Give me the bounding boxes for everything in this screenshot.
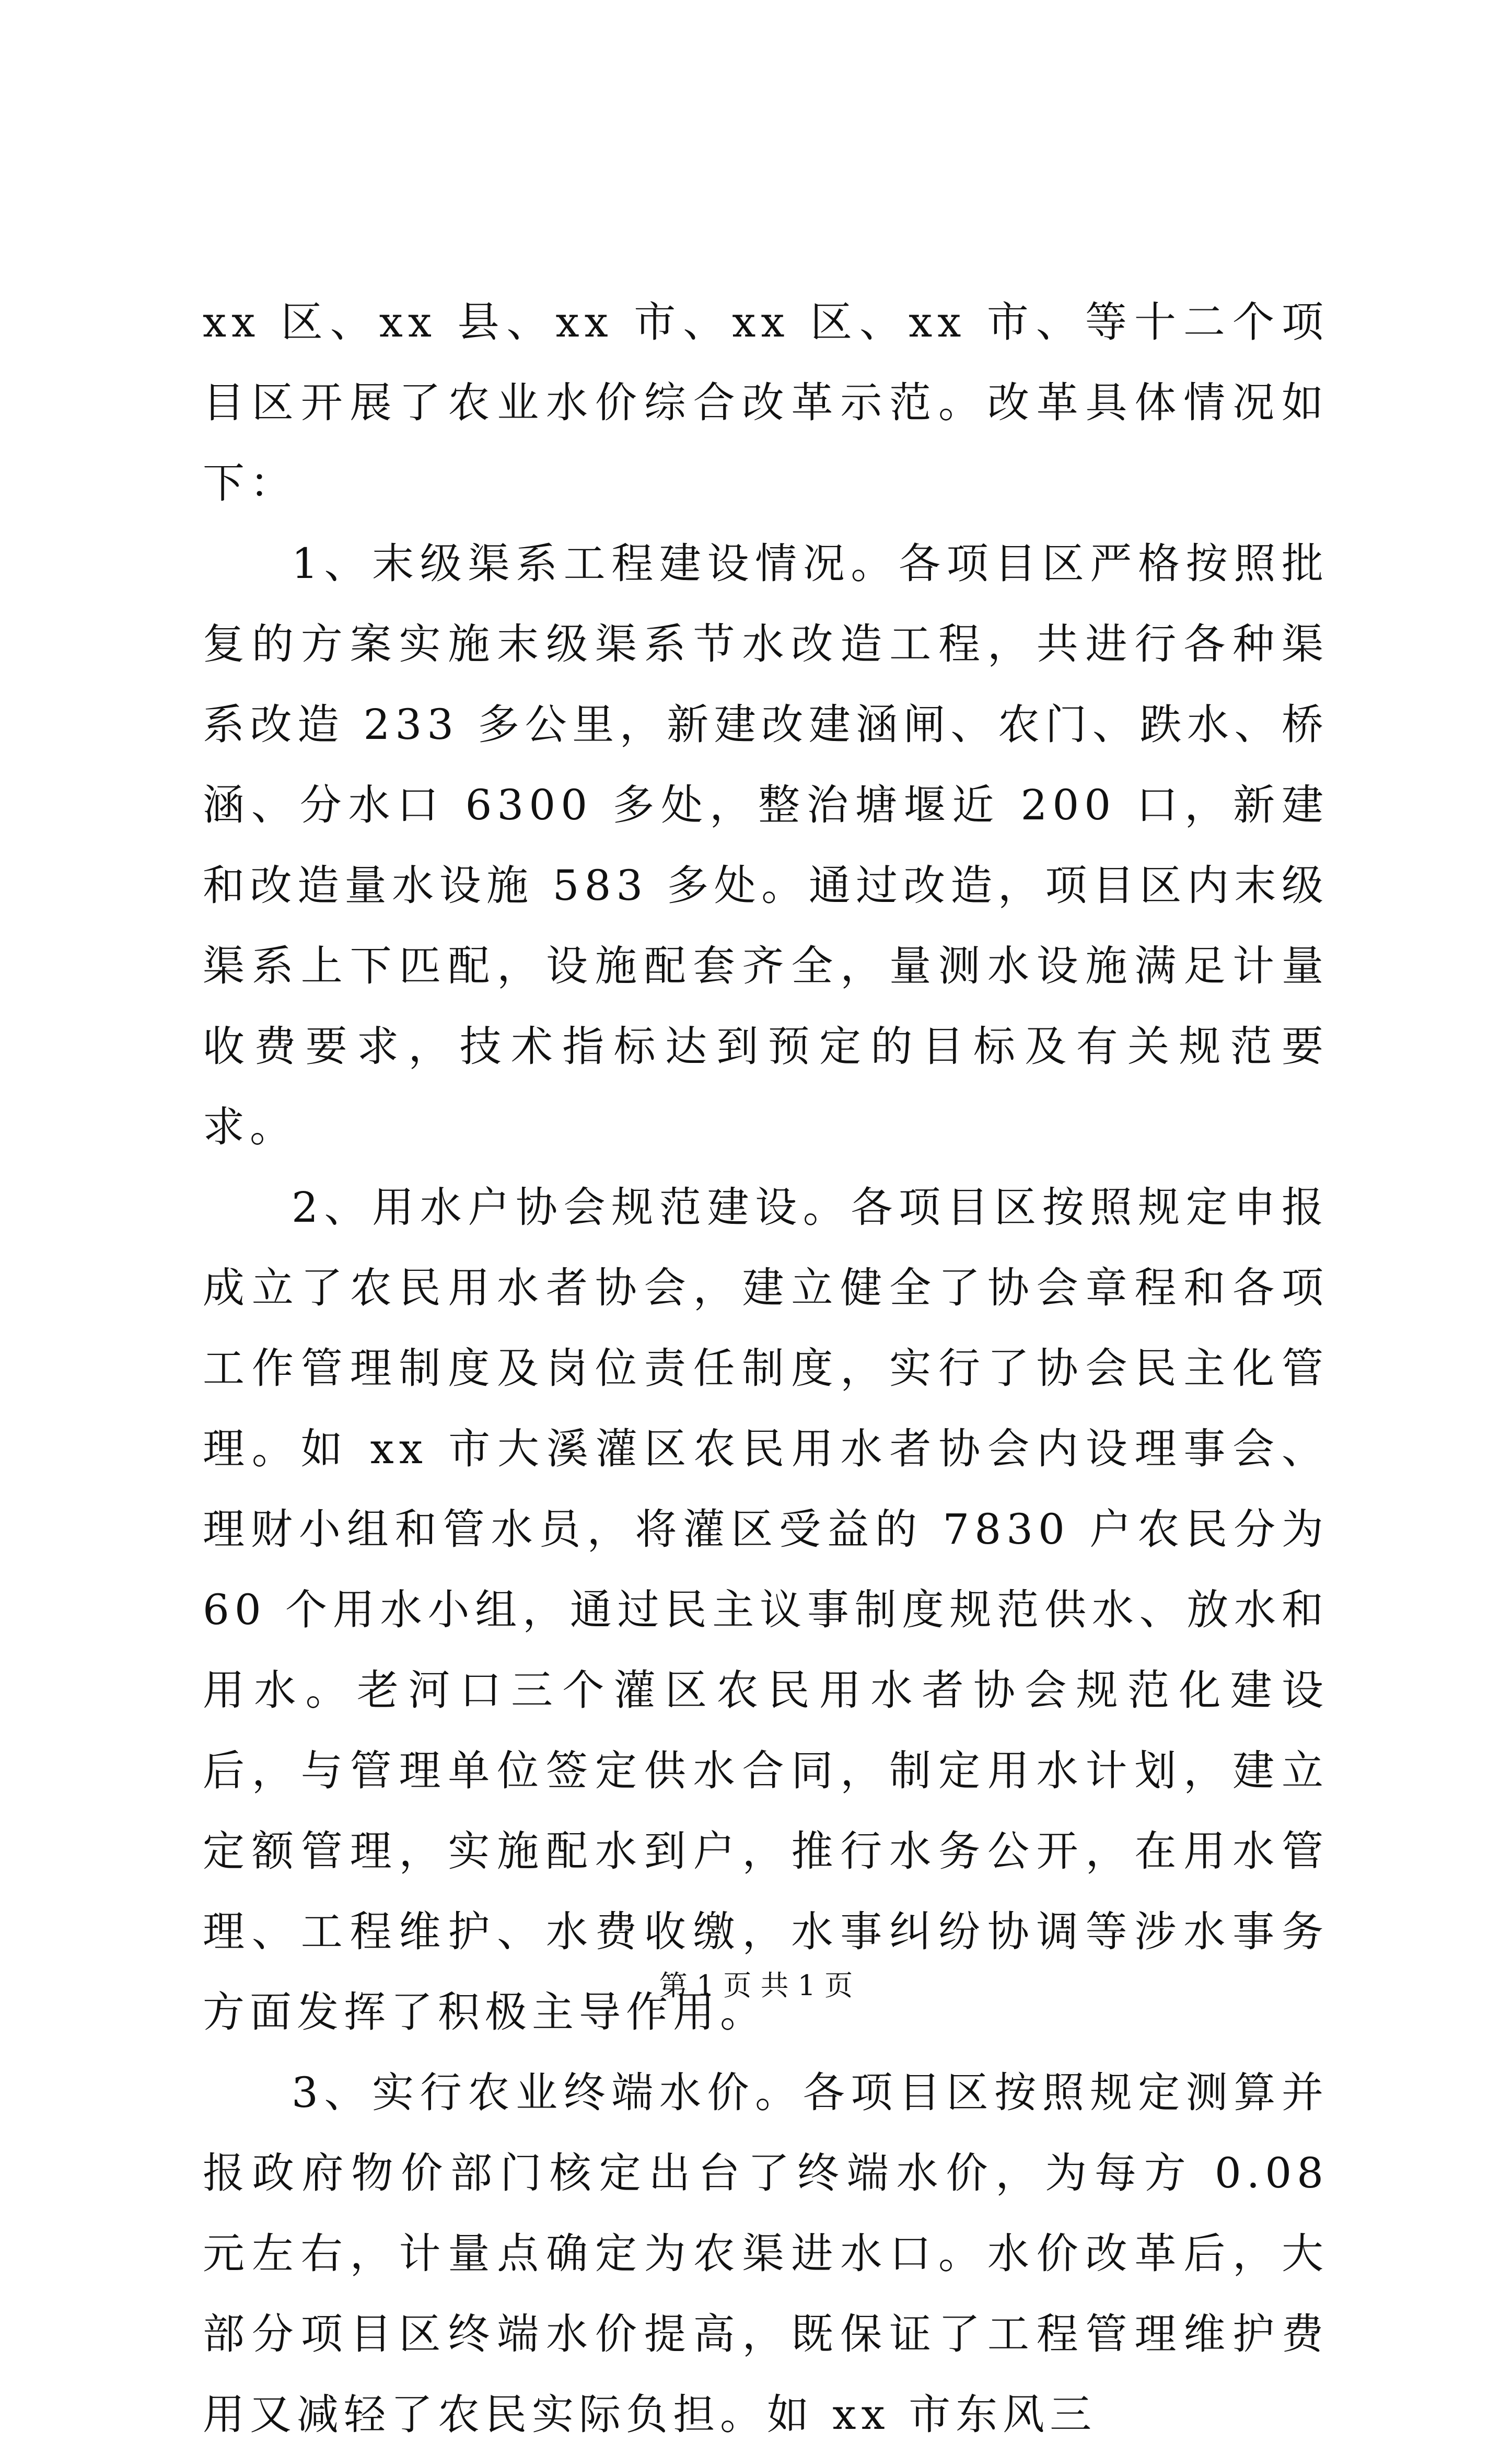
paragraph-item-1: 1、末级渠系工程建设情况。各项目区严格按照批复的方案实施末级渠系节水改造工程，共进行各种渠系改造 233 多公里，新建改建涵闸、农门、跌水、桥涵、分水口 6300 多处，整治塘堰近 200 口，新建和改造量水设施 583 多处。通过改造，项目区内末级渠系上下匹配，设施配套齐全，量测水设施满足计量收费要求，技术指标达到预定的目标及有关规范要求。 bbox=[203, 539, 1329, 1151]
page-footer: 第 1 页 共 1 页 bbox=[659, 1969, 853, 2002]
paragraph-item-3: 3、实行农业终端水价。各项目区按照规定测算并报政府物价部门核定出台了终端水价，为每方 0.08 元左右，计量点确定为农渠进水口。水价改革后，大部分项目区终端水价提高，既保证了工程管理维护费用又减轻了农民实际负担。如 xx 市东风三 bbox=[203, 2068, 1329, 2439]
paragraph-item-2: 2、用水户协会规范建设。各项目区按照规定申报成立了农民用水者协会，建立健全了协会章程和各项工作管理制度及岗位责任制度，实行了协会民主化管理。如 xx 市大溪灌区农民用水者协会内设理事会、理财小组和管水员，将灌区受益的 7830 户农民分为 60 个用水小组，通过民主议事制度规范供水、放水和用水。老河口三个灌区农民用水者协会规范化建设后，与管理单位签定供水合同，制定用水计划，建立定额管理，实施配水到户，推行水务公开，在用水管理、工程维护、水费收缴，水事纠纷协调等涉水事务方面发挥了积极主导作用。 bbox=[203, 1183, 1329, 2036]
document-body bbox=[203, 282, 1329, 2455]
paragraph-intro: xx 区、xx 县、xx 市、xx 区、xx 市、等十二个项目区开展了农业水价综合改革示范。改革具体情况如下： bbox=[203, 298, 1329, 507]
